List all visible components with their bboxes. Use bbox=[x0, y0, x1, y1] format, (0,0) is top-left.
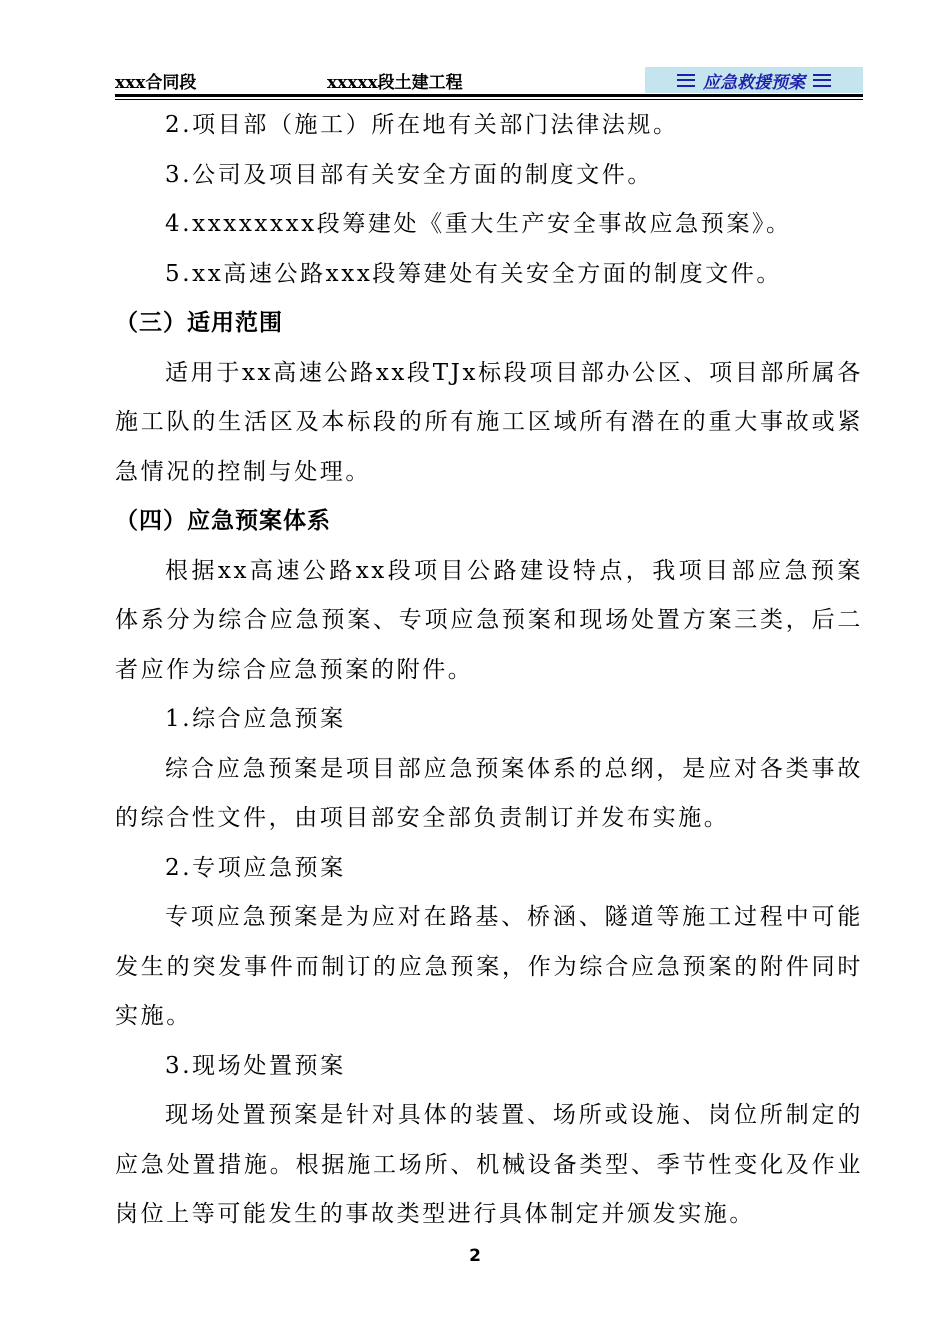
header-rule-thin bbox=[115, 99, 863, 100]
header-badge-text: 应急救援预案 bbox=[703, 72, 805, 93]
equals-bars-icon bbox=[813, 74, 831, 87]
document-body bbox=[115, 101, 863, 1240]
subsection-title: 3.现场处置预案 bbox=[165, 1052, 346, 1079]
header-rule-thick bbox=[115, 94, 863, 97]
list-item: 4.xxxxxxxx段筹建处《重大生产安全事故应急预案》。 bbox=[165, 211, 792, 237]
body-paragraph: 现场处置预案是针对具体的装置、场所或设施、岗位所制定的应急处置措施。根据施工场所、机械设备类型、季节性变化及作业岗位上等可能发生的事故类型进行具体制定并颁发实施。 bbox=[115, 1102, 863, 1227]
list-item: 5.xx高速公路xxx段筹建处有关安全方面的制度文件。 bbox=[165, 260, 783, 287]
body-paragraph: 专项应急预案是为应对在路基、桥涵、隧道等施工过程中可能发生的突发事件而制订的应急预案，作为综合应急预案的附件同时实施。 bbox=[115, 904, 863, 1029]
equals-bars-icon bbox=[677, 74, 695, 87]
header-project-title: xxxxx段土建工程 bbox=[327, 73, 463, 93]
subsection-title: 1.综合应急预案 bbox=[165, 706, 346, 732]
subsection-title: 2.专项应急预案 bbox=[165, 854, 346, 881]
page-header bbox=[115, 64, 863, 96]
body-paragraph: 根据xx高速公路xx段项目公路建设特点，我项目部应急预案体系分为综合应急预案、专项应急预案和现场处置方案三类，后二者应作为综合应急预案的附件。 bbox=[115, 557, 863, 683]
section-heading: （三）适用范围 bbox=[115, 310, 283, 336]
list-item: 2.项目部（施工）所在地有关部门法律法规。 bbox=[165, 112, 679, 138]
body-paragraph: 适用于xx高速公路xx段TJx标段项目部办公区、项目部所属各施工队的生活区及本标段的所有施工区域所有潜在的重大事故或紧急情况的控制与处理。 bbox=[115, 359, 863, 485]
list-item: 3.公司及项目部有关安全方面的制度文件。 bbox=[165, 161, 653, 188]
header-contract-section: xxx合同段 bbox=[115, 73, 197, 93]
body-paragraph: 综合应急预案是项目部应急预案体系的总纲，是应对各类事故的综合性文件，由项目部安全部负责制订并发布实施。 bbox=[115, 755, 863, 831]
page-number: 2 bbox=[469, 1246, 481, 1266]
header-badge bbox=[645, 67, 863, 93]
section-heading: （四）应急预案体系 bbox=[115, 508, 331, 534]
